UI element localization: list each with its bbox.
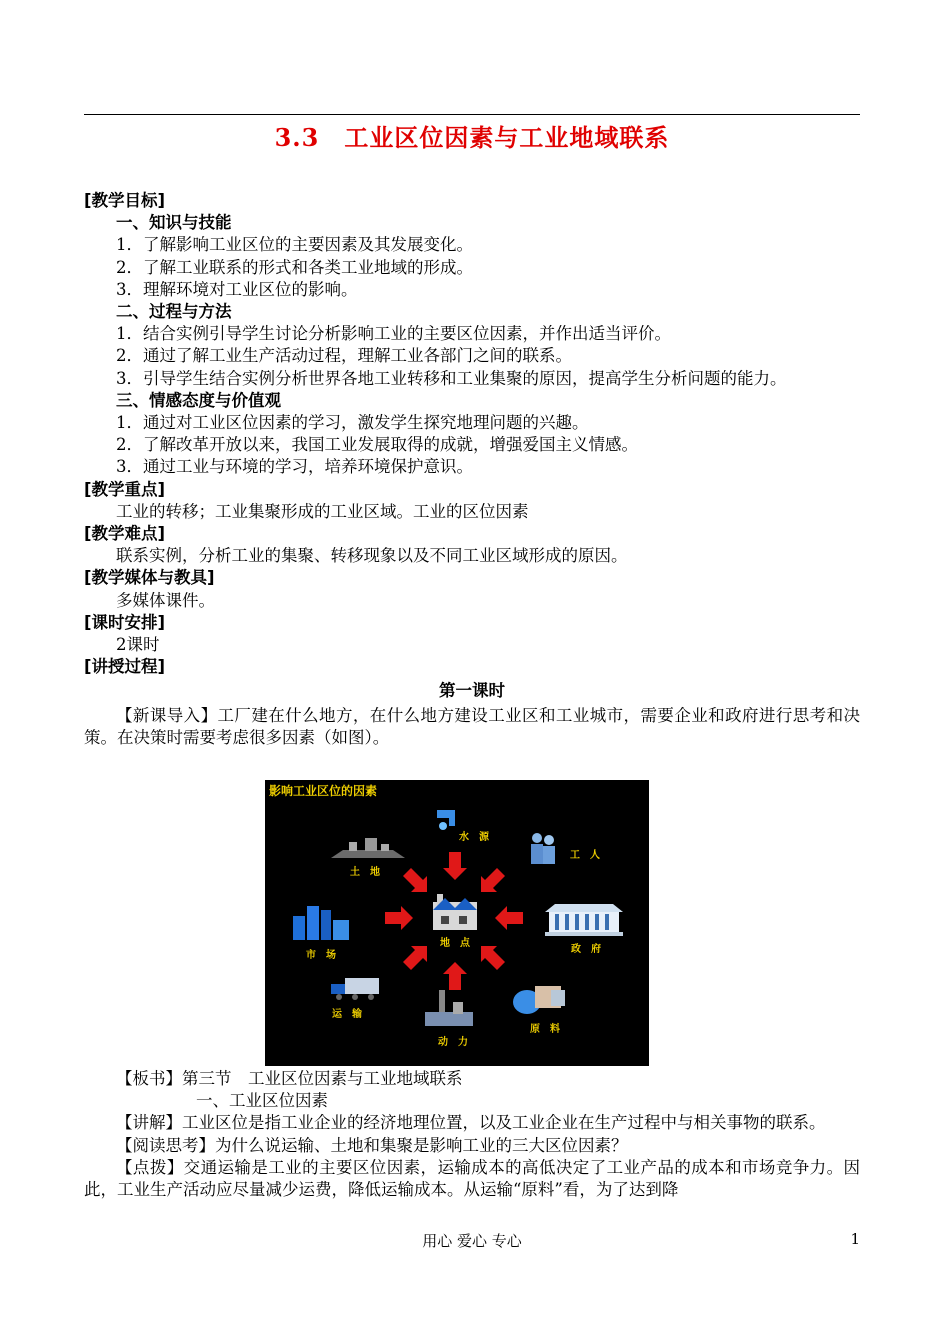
arrow-icon [481, 946, 505, 970]
raw-material-icon [513, 986, 565, 1014]
label-water: 水 源 [459, 832, 489, 843]
list-item: 2．通过了解工业生产活动过程，理解工业各部门之间的联系。 [116, 346, 572, 366]
arrow-icon [403, 946, 427, 970]
header-rule [84, 114, 860, 115]
explain-paragraph: 【讲解】工业区位是指工业企业的经济地理位置，以及工业企业在生产过程中与相关事物的联系。 [116, 1113, 826, 1133]
process-heading: 二、过程与方法 [116, 302, 232, 322]
power-plant-icon [425, 990, 473, 1026]
media-text: 多媒体课件。 [116, 590, 215, 610]
key-points-text: 工业的转移；工业集聚形成的工业区域。工业的区位因素 [116, 501, 529, 521]
list-item: 1．结合实例引导学生讨论分析影响工业的主要区位因素，并作出适当评价。 [116, 324, 671, 344]
figure-title: 影响工业区位的因素 [269, 784, 378, 798]
document-body-continued [84, 1068, 860, 1201]
label-land: 土 地 [350, 867, 380, 878]
document-body [84, 190, 860, 749]
knowledge-heading: 一、知识与技能 [116, 213, 232, 233]
difficulties-heading: [教学难点] [84, 524, 166, 544]
intro-paragraph: 【新课导入】工厂建在什么地方，在什么地方建设工业区和工业城市，需要企业和政府进行思考和决策。在决策时需要考虑很多因素（如图）。 [84, 705, 860, 747]
board-text: 【板书】第三节 工业区位因素与工业地域联系 [116, 1069, 463, 1088]
water-tap-icon [437, 810, 455, 830]
reading-paragraph: 【阅读思考】为什么说运输、土地和集聚是影响工业的三大区位因素？ [116, 1135, 628, 1155]
label-government: 政 府 [571, 944, 601, 955]
process-section-heading: [讲授过程] [84, 657, 166, 677]
list-item: 3．理解环境对工业区位的影响。 [116, 279, 358, 299]
difficulties-text: 联系实例，分析工业的集聚、转移现象以及不同工业区域形成的原因。 [116, 546, 628, 566]
list-item: 1．了解影响工业区位的主要因素及其发展变化。 [116, 235, 473, 255]
market-city-icon [293, 906, 349, 940]
label-power: 动 力 [438, 1037, 468, 1048]
workers-icon [531, 833, 555, 864]
label-market: 市 场 [306, 950, 336, 961]
footer-motto: 用心 爱心 专心 [422, 1232, 522, 1250]
list-item: 3．通过工业与环境的学习，培养环境保护意识。 [116, 457, 473, 477]
emotion-heading: 三、情感态度与价值观 [116, 390, 281, 410]
arrow-icon [481, 868, 505, 892]
factors-diagram [265, 780, 649, 1066]
label-transport: 运 输 [332, 1009, 362, 1020]
factory-icon [433, 894, 477, 930]
board-subheading: 一、工业区位因素 [196, 1091, 328, 1111]
list-item: 2．了解改革开放以来，我国工业发展取得的成就，增强爱国主义情感。 [116, 435, 638, 455]
arrow-icon [403, 868, 427, 892]
government-building-icon [545, 904, 623, 936]
label-worker: 工 人 [570, 850, 600, 861]
schedule-heading: [课时安排] [84, 612, 166, 632]
list-item: 1．通过对工业区位因素的学习，激发学生探究地理问题的兴趣。 [116, 413, 589, 433]
page-title: 3.3 工业区位因素与工业地域联系 [274, 123, 670, 152]
arrow-icon [443, 962, 467, 990]
page-number: 1 [850, 1230, 860, 1248]
arrow-icon [385, 906, 413, 930]
lesson-heading: 第一课时 [439, 681, 505, 701]
list-item: 2．了解工业联系的形式和各类工业地域的形成。 [116, 257, 473, 277]
arrow-icon [443, 852, 467, 880]
list-item: 3．引导学生结合实例分析世界各地工业转移和工业集聚的原因，提高学生分析问题的能力。 [116, 368, 787, 388]
arrow-icon [495, 906, 523, 930]
label-material: 原 料 [530, 1024, 560, 1035]
schedule-text: 2课时 [116, 635, 160, 655]
label-site: 地 点 [440, 938, 470, 949]
objectives-heading: [教学目标] [84, 191, 166, 210]
media-heading: [教学媒体与教具] [84, 568, 215, 588]
location-factors-figure [265, 780, 649, 1066]
key-points-heading: [教学重点] [84, 479, 166, 499]
land-icon [331, 838, 405, 858]
truck-icon [331, 978, 379, 1000]
hint-paragraph: 【点拨】交通运输是工业的主要区位因素，运输成本的高低决定了工业产品的成本和市场竞争力。因此，工业生产活动应尽量减少运费，降低运输成本。从运输“原料”看，为了达到降 [84, 1157, 860, 1200]
